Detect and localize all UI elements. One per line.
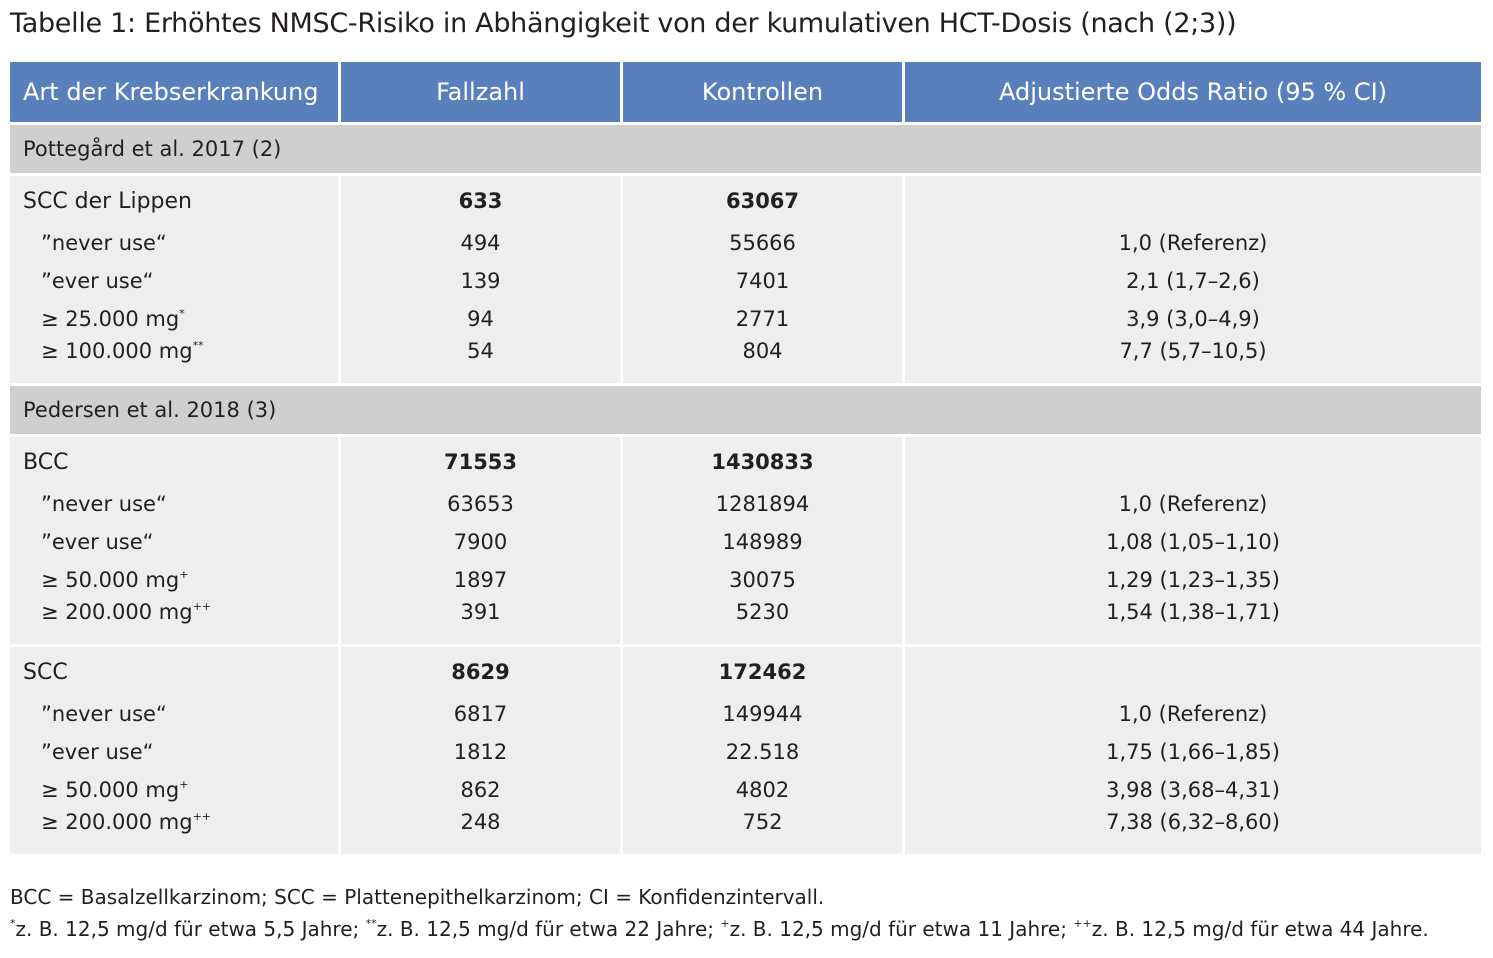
controls-value: 804 [623,338,905,386]
cases-total: 8629 [341,647,623,695]
exposure-label [10,809,341,857]
cases-value: 494 [341,224,623,262]
controls-value: 7401 [623,262,905,300]
exposure-label-text: ≥ 50.000 mg [41,778,180,802]
cases-value: 391 [341,599,623,647]
exposure-label [10,262,341,300]
cases-total: 71553 [341,437,623,485]
odds-ratio-value: 1,0 (Referenz) [905,485,1481,523]
footnote-doses [10,917,1429,941]
exposure-label [10,523,341,561]
controls-total: 63067 [623,176,905,224]
exposure-label [10,561,341,599]
odds-ratio-value: 2,1 (1,7–2,6) [905,262,1481,300]
odds-ratio-value: 1,0 (Referenz) [905,695,1481,733]
cancer-type-label: SCC der Lippen [10,176,341,224]
cases-value: 862 [341,771,623,809]
exposure-row [10,599,1481,647]
cases-value: 7900 [341,523,623,561]
exposure-label [10,224,341,262]
odds-ratio-empty [905,176,1481,224]
cases-value: 63653 [341,485,623,523]
exposure-label-text: ”ever use“ [41,530,154,554]
controls-value: 55666 [623,224,905,262]
exposure-label [10,771,341,809]
cancer-type-row [10,647,1481,695]
table-container [10,62,1481,857]
footnote-abbreviations: BCC = Basalzellkarzinom; SCC = Plattenepithelkarzinom; CI = Konfidenzintervall. [10,885,825,909]
exposure-row [10,338,1481,386]
exposure-label-text: ≥ 200.000 mg [41,810,193,834]
odds-ratio-value: 1,54 (1,38–1,71) [905,599,1481,647]
odds-ratio-value: 3,98 (3,68–4,31) [905,771,1481,809]
table-title: Tabelle 1: Erhöhtes NMSC-Risiko in Abhängigkeit von der kumulativen HCT-Dosis (nach (2;3)) [10,8,1237,39]
header-row [10,62,1481,125]
exposure-row [10,771,1481,809]
exposure-label [10,695,341,733]
odds-ratio-empty [905,437,1481,485]
exposure-row [10,262,1481,300]
footnote-marker: + [179,568,189,581]
odds-ratio-value: 7,38 (6,32–8,60) [905,809,1481,857]
cases-value: 139 [341,262,623,300]
cancer-type-row [10,176,1481,224]
controls-value: 4802 [623,771,905,809]
controls-value: 148989 [623,523,905,561]
study-group-row [10,125,1481,176]
footnote-marker: ++ [1073,917,1092,930]
footnote-marker: + [720,917,730,930]
exposure-row [10,300,1481,338]
cases-value: 6817 [341,695,623,733]
cases-total: 633 [341,176,623,224]
footnote-text: z. B. 12,5 mg/d für etwa 22 Jahre; [376,917,721,941]
header-cancer-type: Art der Krebserkrankung [10,62,341,125]
cases-value: 248 [341,809,623,857]
cases-value: 1812 [341,733,623,771]
odds-ratio-value: 1,75 (1,66–1,85) [905,733,1481,771]
odds-ratio-value: 7,7 (5,7–10,5) [905,338,1481,386]
controls-total: 172462 [623,647,905,695]
exposure-label [10,300,341,338]
study-group-row [10,386,1481,437]
cancer-type-label: BCC [10,437,341,485]
controls-value: 2771 [623,300,905,338]
footnote-marker: ++ [192,600,212,613]
odds-ratio-empty [905,647,1481,695]
exposure-row [10,733,1481,771]
exposure-label [10,485,341,523]
odds-ratio-value: 1,29 (1,23–1,35) [905,561,1481,599]
footnote-text: z. B. 12,5 mg/d für etwa 44 Jahre. [1091,917,1429,941]
exposure-row [10,561,1481,599]
controls-value: 752 [623,809,905,857]
exposure-label-text: ”never use“ [41,492,167,516]
study-group-label: Pottegård et al. 2017 (2) [10,125,1481,176]
exposure-row [10,695,1481,733]
table-body [10,125,1481,857]
exposure-label [10,733,341,771]
footnote-marker: + [179,778,189,791]
footnote-marker: ** [192,339,204,352]
footnote-marker: * [179,307,185,320]
exposure-label-text: ≥ 100.000 mg [41,339,193,363]
exposure-label [10,599,341,647]
cancer-type-row [10,437,1481,485]
cancer-type-label: SCC [10,647,341,695]
odds-ratio-value: 1,0 (Referenz) [905,224,1481,262]
exposure-label-text: ≥ 25.000 mg [41,307,180,331]
exposure-row [10,809,1481,857]
exposure-row [10,523,1481,561]
footnote-marker: ** [365,917,377,930]
cases-value: 1897 [341,561,623,599]
header-cases: Fallzahl [341,62,623,125]
controls-value: 5230 [623,599,905,647]
data-table [10,62,1481,857]
footnote-marker: ++ [192,810,212,823]
header-controls: Kontrollen [623,62,905,125]
cases-value: 94 [341,300,623,338]
exposure-label-text: ”ever use“ [41,740,154,764]
exposure-label-text: ”ever use“ [41,269,154,293]
odds-ratio-value: 1,08 (1,05–1,10) [905,523,1481,561]
exposure-label-text: ”never use“ [41,702,167,726]
controls-value: 1281894 [623,485,905,523]
controls-value: 149944 [623,695,905,733]
controls-value: 22.518 [623,733,905,771]
exposure-label [10,338,341,386]
odds-ratio-value: 3,9 (3,0–4,9) [905,300,1481,338]
cases-value: 54 [341,338,623,386]
exposure-label-text: ”never use“ [41,231,167,255]
footnote-text: z. B. 12,5 mg/d für etwa 5,5 Jahre; [15,917,366,941]
footnote-marker: * [10,917,16,930]
exposure-label-text: ≥ 50.000 mg [41,568,180,592]
exposure-label-text: ≥ 200.000 mg [41,600,193,624]
footnote-text: z. B. 12,5 mg/d für etwa 11 Jahre; [729,917,1074,941]
header-odds-ratio: Adjustierte Odds Ratio (95 % CI) [905,62,1481,125]
exposure-row [10,485,1481,523]
controls-value: 30075 [623,561,905,599]
exposure-row [10,224,1481,262]
study-group-label: Pedersen et al. 2018 (3) [10,386,1481,437]
controls-total: 1430833 [623,437,905,485]
